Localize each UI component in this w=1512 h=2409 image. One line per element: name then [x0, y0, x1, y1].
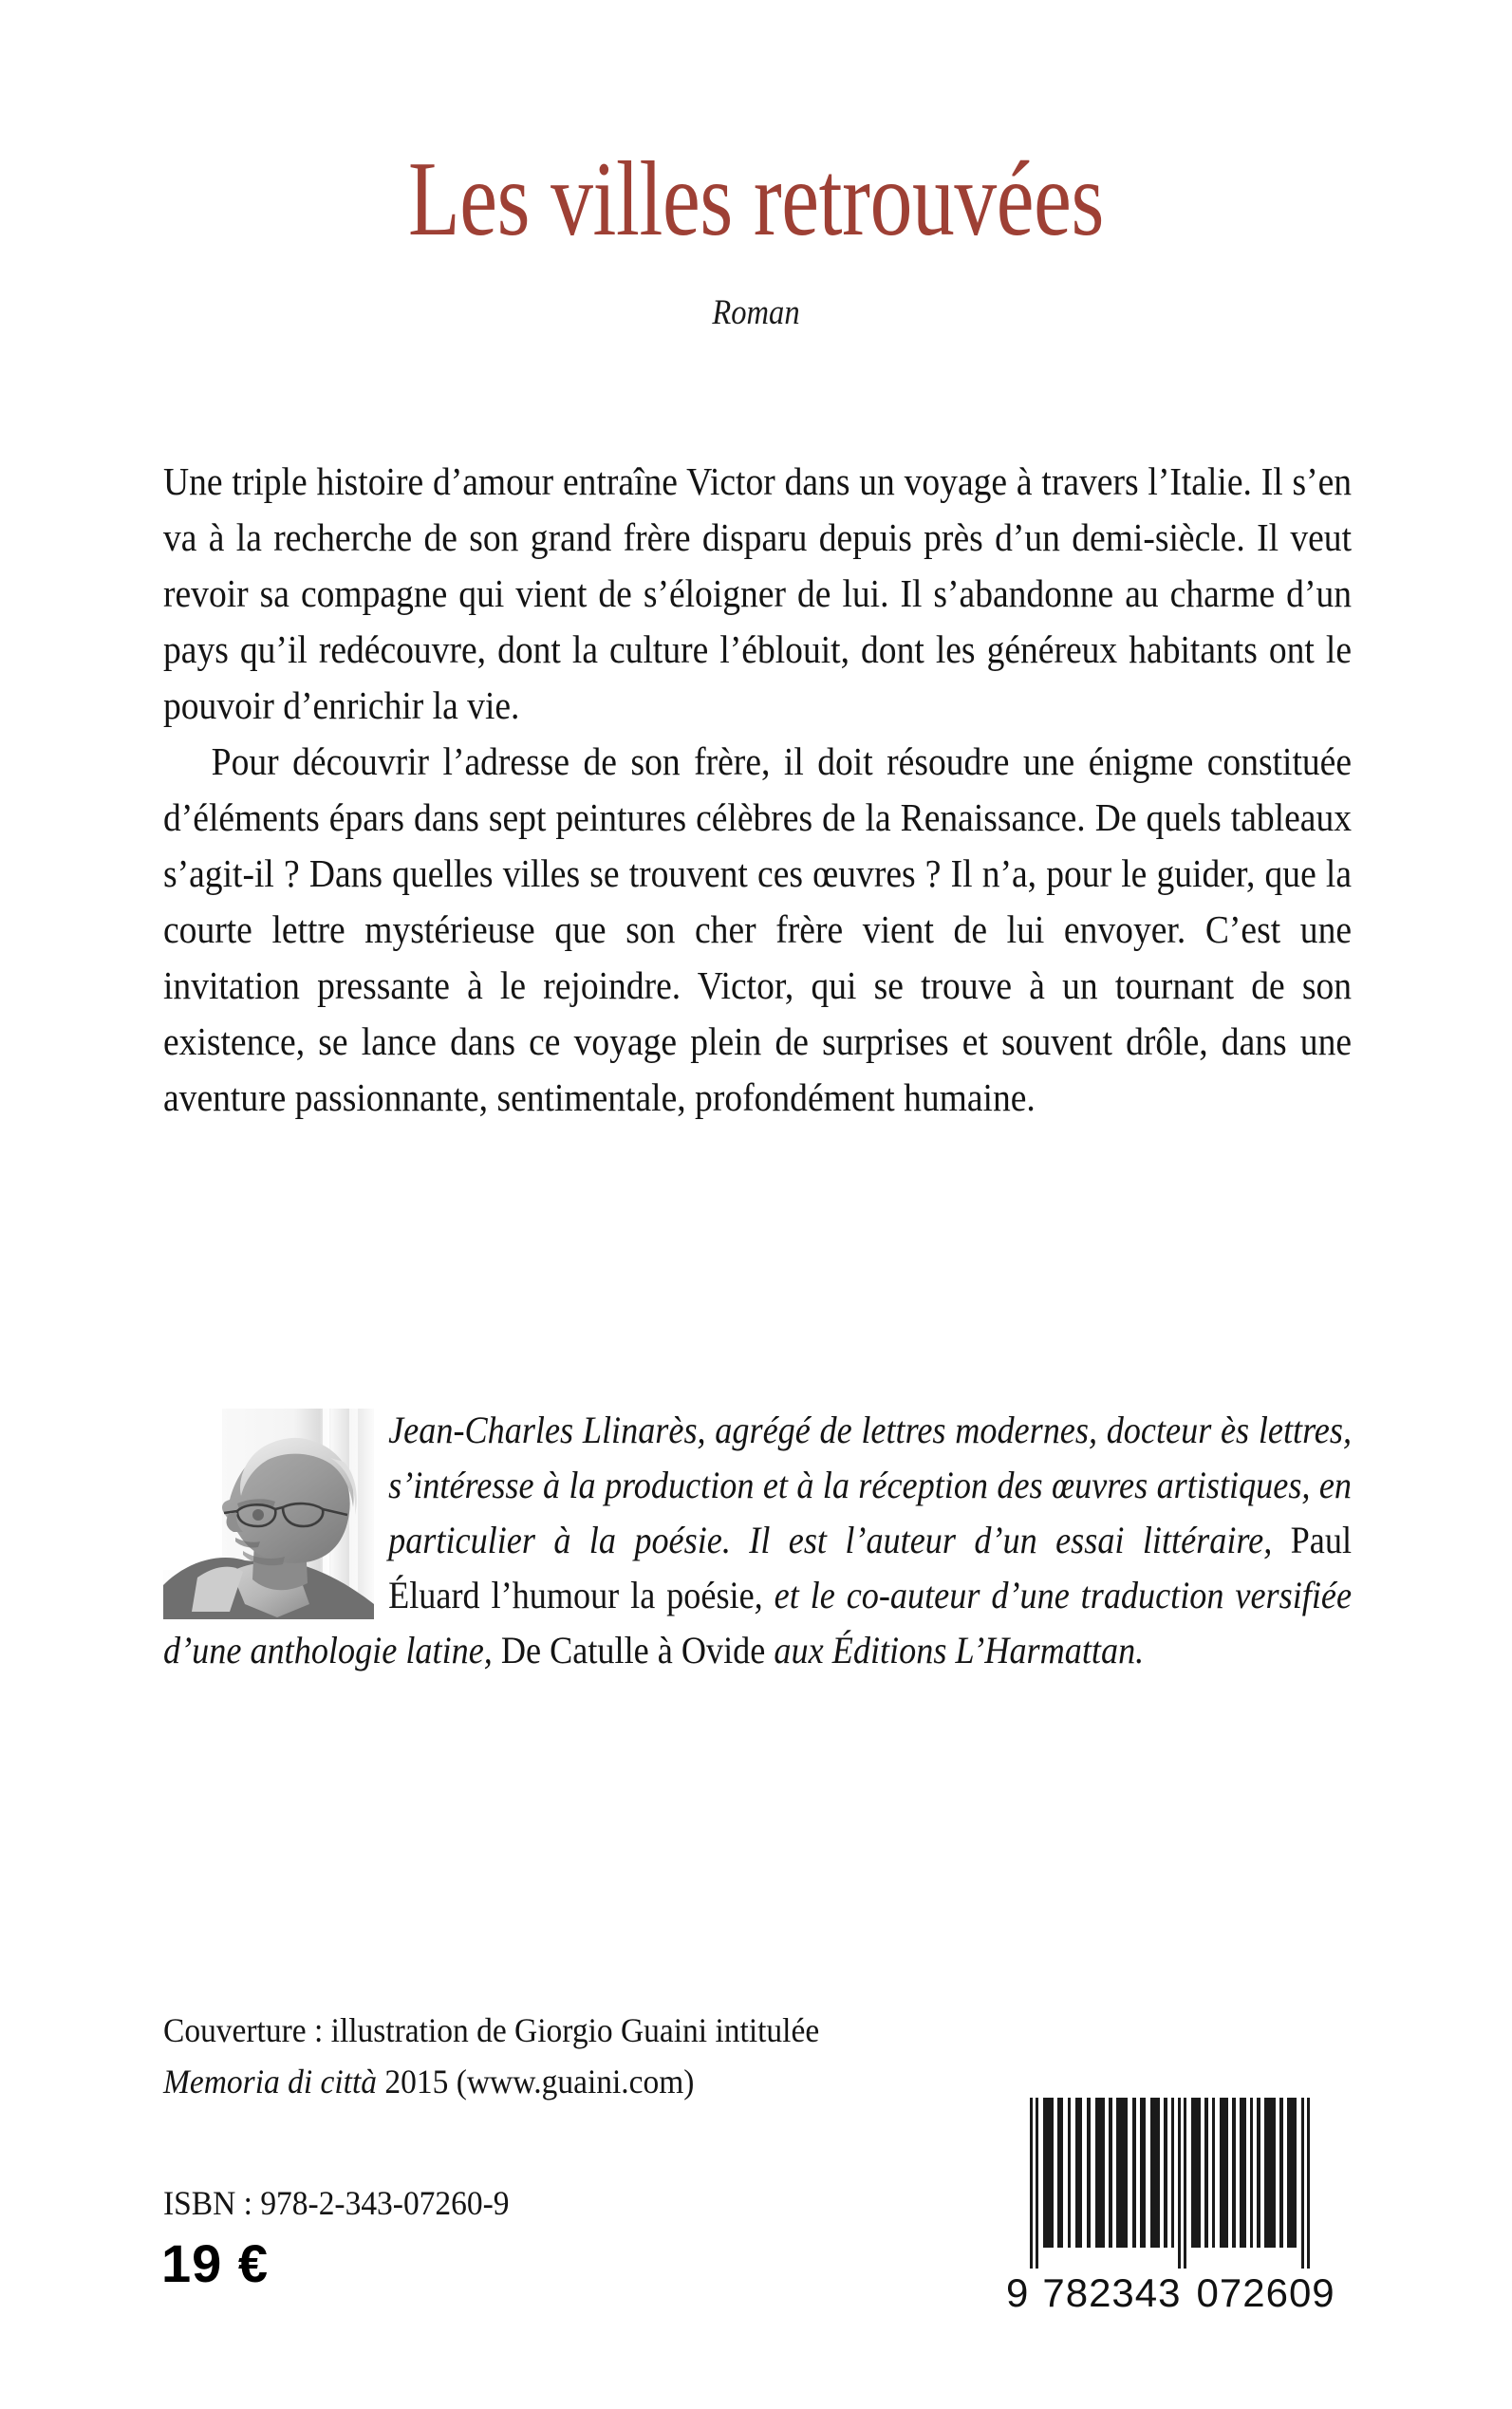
- barcode-lead-digit: 9: [1006, 2270, 1030, 2315]
- isbn-text: ISBN : 978-2-343-07260-9: [163, 2184, 510, 2222]
- author-bio-text: [163, 1403, 1352, 1678]
- barcode-digits: [1006, 2270, 1338, 2316]
- bio-book-title-2: De Catulle à Ovide: [500, 1629, 766, 1671]
- barcode-left-group: 782343: [1042, 2270, 1182, 2315]
- artwork-title: Memoria di città: [163, 2063, 378, 2101]
- bio-part-1: Jean-Charles Llinarès, agrégé de lettres modernes, docteur ès lettres, s’intéresse à la production et à la réception des œuvres artistiques, en particulier à la poésie. Il est l’auteur d’un essai littéraire,: [388, 1409, 1353, 1561]
- bio-part-3: aux Éditions L’Harmattan.: [774, 1629, 1145, 1671]
- blurb-paragraph-1: Une triple histoire d’amour entraîne Victor dans un voyage à travers l’Italie. Il s’en va à la recherche de son grand frère disparu depuis près d’un demi-siècle. Il veut revoir sa compagne qui vient de s’éloigner de lui. Il s’abandonne au charme d’un pays qu’il redécouvre, dont la culture l’éblouit, dont les généreux habitants ont le pouvoir d’enrichir la vie.: [163, 459, 1353, 727]
- author-bio-section: [163, 1403, 1352, 1678]
- blurb-paragraph-2: Pour découvrir l’adresse de son frère, il doit résoudre une énigme constituée d’éléments épars dans sept peintures célèbres de la Renaissance. De quels tableaux s’agit-il ? Dans quelles villes se trouvent ces œuvres ? Il n’a, pour le guider, que la courte lettre mystérieuse que son cher frère vient de lui envoyer. C’est une invitation pressante à le rejoindre. Victor, qui se trouve à un tournant de son existence, se lance dans ce voyage plein de surprises et souvent drôle, dans une aventure passionnante, sentimentale, profondément humaine.: [163, 739, 1353, 1119]
- artwork-year-url: 2015 (www.guaini.com): [384, 2063, 695, 2101]
- page-title: Les villes retrouvées: [407, 140, 1105, 258]
- bio-book-title-1: Paul Éluard l’humour la poésie: [388, 1519, 1353, 1616]
- credits-line-1: Couverture : illustration de Giorgio Guaini intitulée: [163, 2011, 820, 2049]
- blurb-section: [163, 454, 1352, 1126]
- credits-line-2: [163, 2056, 958, 2107]
- book-genre-subtitle: Roman: [712, 293, 800, 333]
- cover-credits: [163, 2005, 1017, 2107]
- barcode-right-group: 072609: [1196, 2270, 1335, 2315]
- title-block: [0, 140, 1512, 333]
- isbn-barcode: [1022, 2098, 1326, 2269]
- price-text: 19 €: [161, 2233, 269, 2293]
- bio-part-2: , et le co-auteur d’une traduction versifiée d’une anthologie latine,: [163, 1574, 1353, 1671]
